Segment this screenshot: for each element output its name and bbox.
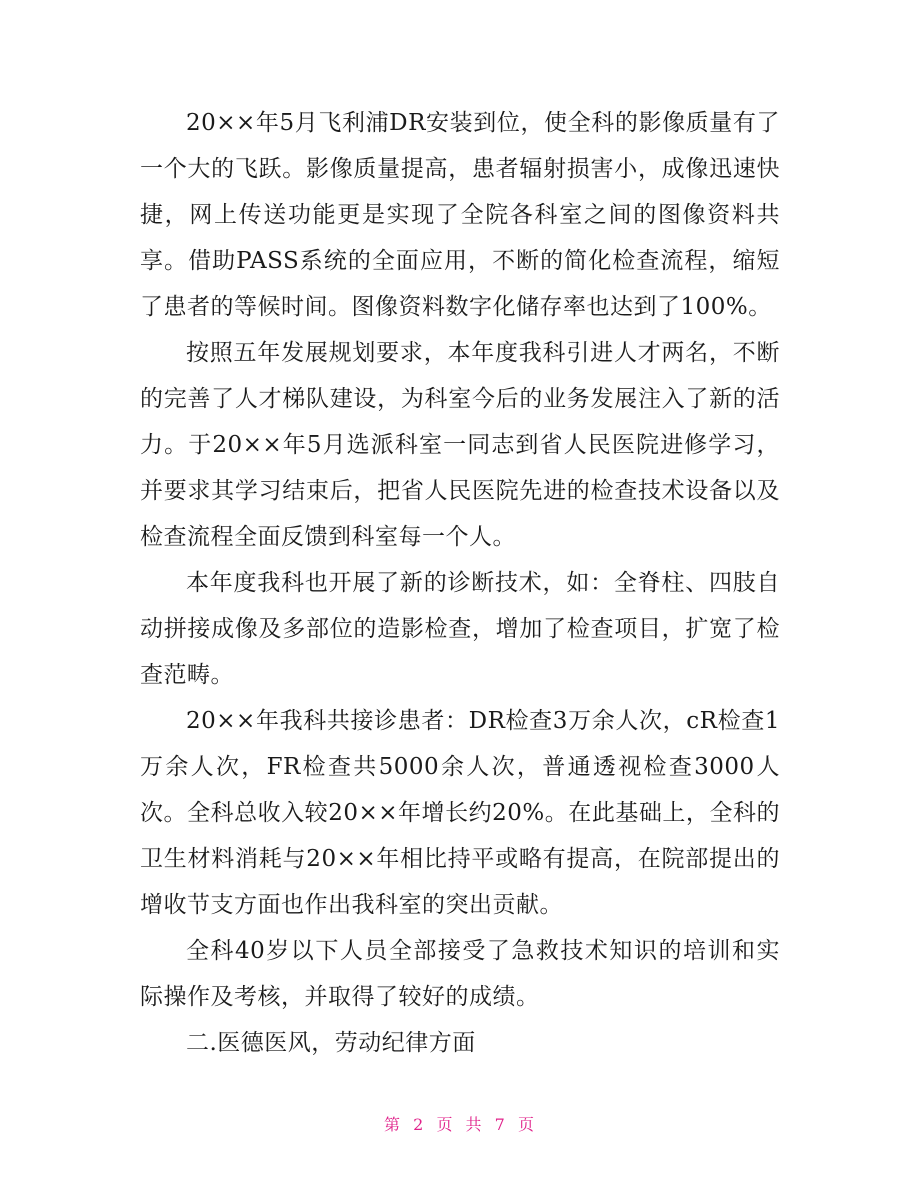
paragraph-statistics: 20××年我科共接诊患者：DR检查3万余人次，cR检查1万余人次，FR检查共5000余人次，普通透视检查3000人次。全科总收入较20××年增长约20%。在此基础上，全科的卫生材料消耗与20××年相比持平或略有提高，在院部提出的增收节支方面也作出我科室的突出贡献。 xyxy=(140,708,780,918)
footer-current-page: 2 xyxy=(413,1115,426,1134)
document-body xyxy=(140,100,780,1066)
paragraph-training: 全科40岁以下人员全部接受了急救技术知识的培训和实际操作及考核，并取得了较好的成绩。 xyxy=(140,938,780,1010)
footer-total-pages: 7 xyxy=(494,1115,507,1134)
footer-suffix: 页 xyxy=(517,1115,536,1134)
footer-prefix: 第 xyxy=(384,1115,403,1134)
paragraph-equipment: 20××年5月飞利浦DR安装到位，使全科的影像质量有了一个大的飞跃。影像质量提高，患者辐射损害小，成像迅速快捷，网上传送功能更是实现了全院各科室之间的图像资料共享。借助PASS系统的全面应用，不断的简化检查流程，缩短了患者的等候时间。图像资料数字化储存率也达到了100%。 xyxy=(140,110,780,320)
footer-total-word: 共 xyxy=(465,1115,484,1134)
section-heading: 二.医德医风，劳动纪律方面 xyxy=(186,1030,476,1056)
paragraph-talent: 按照五年发展规划要求，本年度我科引进人才两名，不断的完善了人才梯队建设，为科室今后的业务发展注入了新的活力。于20××年5月选派科室一同志到省人民医院进修学习，并要求其学习结束后，把省人民医院先进的检查技术设备以及检查流程全面反馈到科室每一个人。 xyxy=(140,340,780,550)
footer-page-word: 页 xyxy=(436,1115,455,1134)
paragraph-new-techniques: 本年度我科也开展了新的诊断技术，如：全脊柱、四肢自动拼接成像及多部位的造影检查，增加了检查项目，扩宽了检查范畴。 xyxy=(140,570,780,688)
page-number-footer xyxy=(0,1112,920,1135)
